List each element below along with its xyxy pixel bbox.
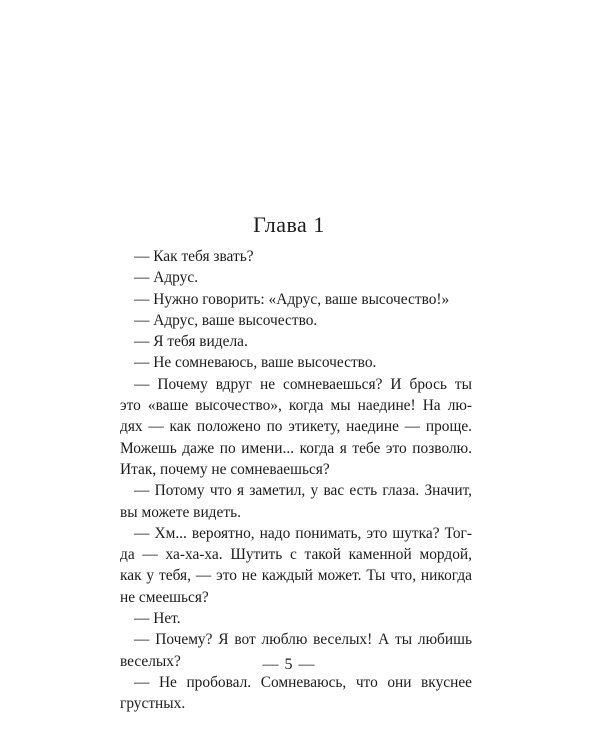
text-line: — Почему? Я вот люблю веселых! А ты любишь (134, 631, 472, 649)
text-line: дях — как положено по этикету, наедине — проще. (120, 418, 472, 436)
text-line: — Я тебя видела. (134, 333, 248, 351)
text-line: — Почему вдруг не сомневаешься? И брось ты (134, 375, 472, 393)
text-line: — Хм... вероятно, надо понимать, это шутка? Тог- (134, 524, 472, 542)
text-line: как у тебя, — это не каждый может. Ты что, никогда (120, 567, 472, 585)
text-line: Итак, почему не сомневаешься? (120, 460, 330, 478)
text-line: вы можете видеть. (120, 503, 241, 521)
text-line: грустных. (120, 695, 186, 713)
text-line: да — ха-ха-ха. Шутить с такой каменной мордой, (120, 546, 472, 564)
text-line: — Нужно говорить: «Адрус, ваше высочество!» (134, 290, 450, 308)
page-number: — 5 — (262, 656, 316, 673)
text-line: не смеешься? (120, 588, 209, 606)
text-line: — Не пробовал. Сомневаюсь, что они вкуснее (134, 673, 472, 691)
text-line: — Адрус, ваше высочество. (134, 311, 318, 329)
text-line: — Не сомневаюсь, ваше высочество. (134, 354, 377, 372)
text-line: веселых? (120, 652, 181, 670)
text-line: — Как тебя звать? (134, 248, 254, 265)
text-line: это «ваше высочество», когда мы наедине! На лю- (120, 397, 472, 415)
chapter-title: Глава 1 (253, 212, 325, 237)
text-line: — Нет. (134, 610, 181, 628)
text-line: Можешь даже по имени... когда я тебе это позволю. (120, 439, 472, 457)
text-line: — Адрус. (134, 269, 199, 287)
body-text (120, 246, 472, 715)
text-line: — Потому что я заметил, у вас есть глаза. Значит, (134, 482, 472, 500)
